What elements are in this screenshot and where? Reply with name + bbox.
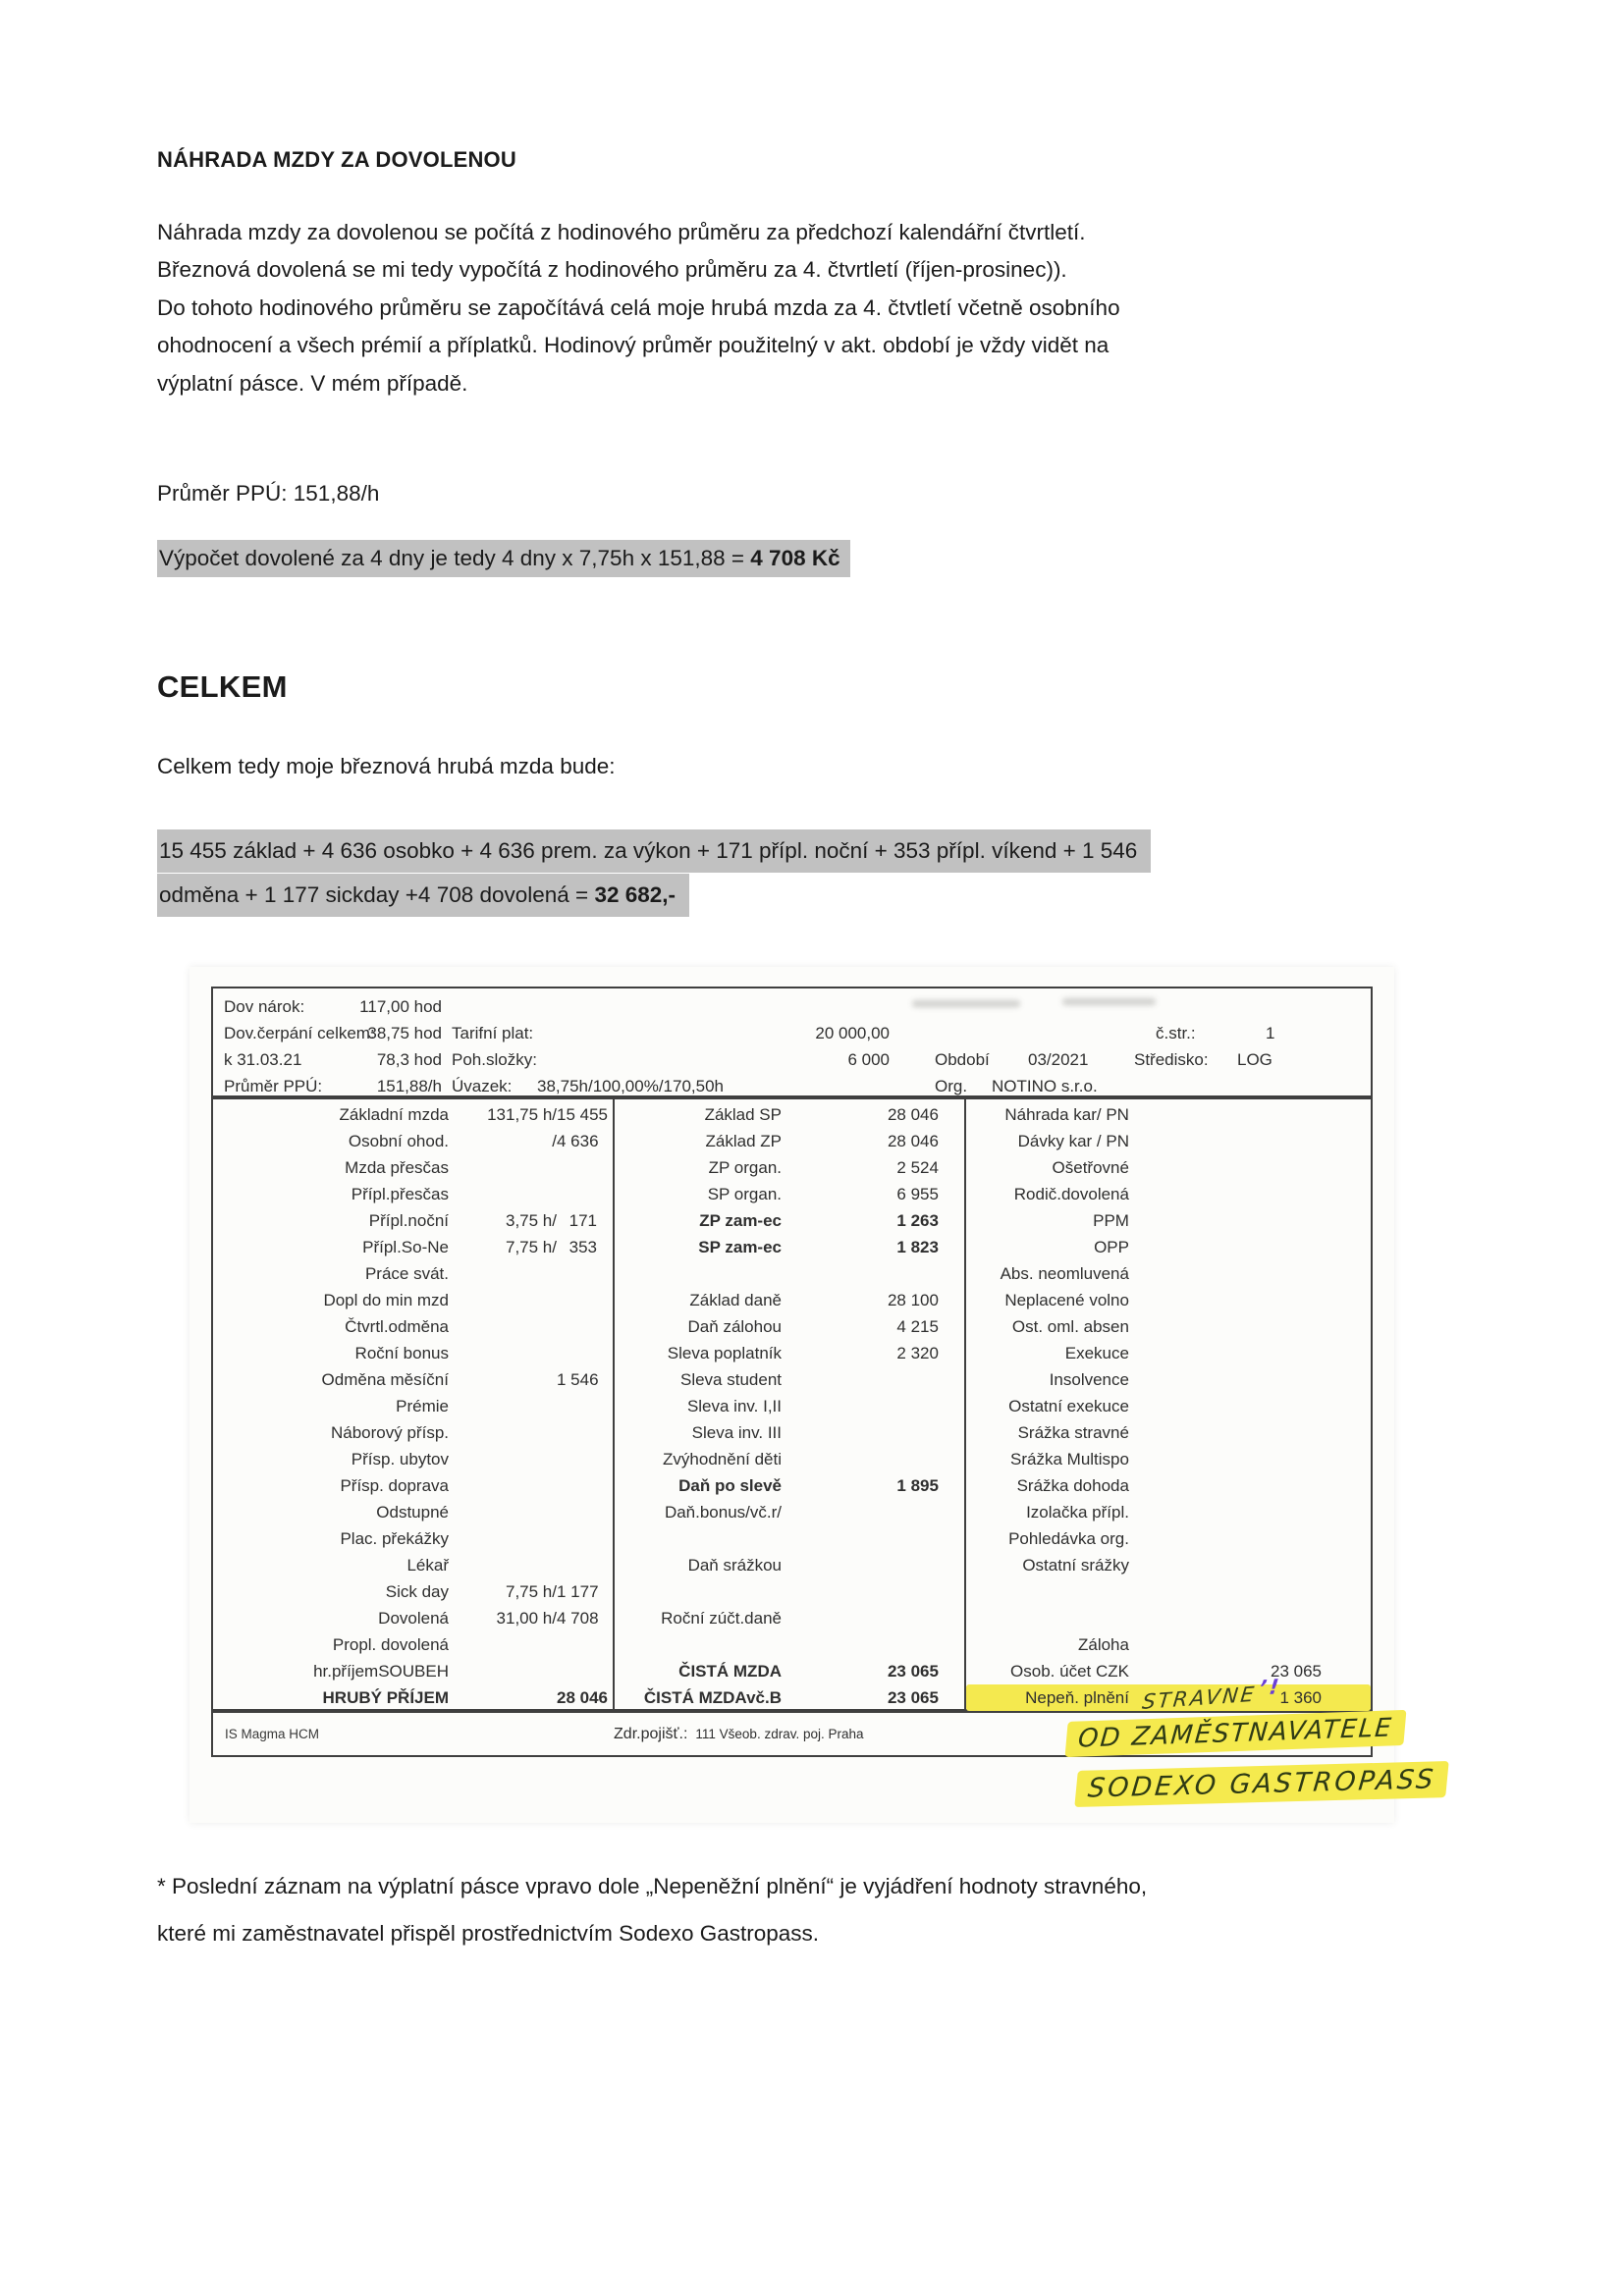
payslip-item-amount: 1 546: [557, 1370, 599, 1389]
footnote-paragraph: [157, 1863, 1147, 1957]
payslip-item-label: Pohledávka org.: [1008, 1529, 1129, 1548]
payslip-item-amount: 1 360: [1279, 1688, 1322, 1707]
payslip-item-label: Srážka stravné: [1017, 1423, 1129, 1442]
payslip-row: [966, 1578, 1371, 1605]
payslip-item-label: Osob. účet CZK: [1010, 1662, 1129, 1681]
payslip-item-label: Abs. neomluvená: [1000, 1264, 1129, 1283]
page-number-value: 1: [1266, 1024, 1275, 1042]
total-calc-line1: 15 455 základ + 4 636 osobko + 4 636 prem. za výkon + 171 přípl. noční + 353 přípl. víkend + 1 546: [157, 829, 1151, 873]
payslip-item-label: OPP: [1094, 1238, 1129, 1256]
payslip-item-label: Přípl.So-Ne: [362, 1238, 449, 1256]
payslip-header-row: [213, 1046, 1371, 1073]
payslip-item-amount: 23 065: [887, 1662, 939, 1681]
payslip-row: [966, 1446, 1371, 1472]
intro-line: výplatní pásce. V mém případě.: [157, 370, 468, 396]
payslip-item-hours: 31,00 h/: [496, 1609, 557, 1628]
payslip-item-label: ZP organ.: [708, 1158, 782, 1177]
payslip-item-label: Sleva student: [679, 1370, 782, 1389]
payslip-item-label: Záloha: [1077, 1635, 1129, 1654]
payslip-item-label: Roční zúčt.daně: [661, 1609, 782, 1628]
tarifni-plat-label: Tarifní plat:: [452, 1024, 534, 1042]
payslip-row: [615, 1578, 964, 1605]
payslip-item-label: Sleva inv. III: [691, 1423, 782, 1442]
payslip-item-label: Izolačka přípl.: [1026, 1503, 1129, 1522]
payslip-row: [966, 1393, 1371, 1419]
payslip-row: [213, 1101, 613, 1128]
payslip-item-label: Ostatní exekuce: [1008, 1397, 1129, 1415]
payslip-row: [615, 1207, 964, 1234]
payslip-column-deductions: [964, 1099, 1371, 1714]
payslip-row: [213, 1525, 613, 1552]
org-value: NOTINO s.r.o.: [992, 1077, 1098, 1095]
section-intro: Celkem tedy moje březnová hrubá mzda bude:: [157, 754, 616, 778]
payslip-row: [213, 1287, 613, 1313]
payslip-item-hours: 131,75 h/: [487, 1105, 557, 1124]
payslip-item-label: ZP zam-ec: [699, 1211, 782, 1230]
payslip-row: [615, 1340, 964, 1366]
k-date-label: k 31.03.21: [224, 1050, 302, 1069]
payslip-column-taxes: [613, 1099, 964, 1709]
payslip-item-amount: 2 524: [896, 1158, 939, 1177]
payslip-row: [213, 1631, 613, 1658]
k-date-value: 78,3 hod: [376, 1050, 442, 1069]
payslip-item-label: ČISTÁ MZDA: [678, 1662, 782, 1681]
intro-line: Náhrada mzdy za dovolenou se počítá z hodinového průměru za předchozí kalendářní čtvrtletí.: [157, 220, 1086, 244]
payslip-item-amount: 15 455: [557, 1105, 608, 1124]
payslip-item-label: Neplacené volno: [1004, 1291, 1129, 1309]
payslip-item-label: PPM: [1093, 1211, 1129, 1230]
payslip-item-label: Daň.bonus/vč.r/: [664, 1503, 782, 1522]
payslip-item-label: Sleva inv. I,II: [686, 1397, 782, 1415]
payslip-header-box: [211, 987, 1373, 1097]
payslip-item-hours: 7,75 h/: [506, 1582, 557, 1601]
payslip-item-amount: 1 823: [896, 1238, 939, 1256]
payslip-item-label: Odstupné: [376, 1503, 449, 1522]
payslip-row: [615, 1499, 964, 1525]
payslip-row: [966, 1472, 1371, 1499]
total-calc-result: 32 682,-: [594, 882, 677, 907]
payslip-item-label: Sick day: [385, 1582, 449, 1601]
payslip-item-label: Základní mzda: [339, 1105, 449, 1124]
footnote-line: které mi zaměstnavatel přispěl prostřednictvím Sodexo Gastropass.: [157, 1921, 820, 1946]
stredisko-value: LOG: [1237, 1050, 1272, 1069]
payslip-row: [615, 1181, 964, 1207]
payslip-item-amount: 1 263: [896, 1211, 939, 1230]
payslip-row: [966, 1631, 1371, 1658]
payslip-row: [213, 1684, 613, 1711]
payslip-item-label: Přísp. ubytov: [351, 1450, 449, 1468]
payslip-item-label: Dávky kar / PN: [1017, 1132, 1129, 1150]
payslip-item-label: Propl. dovolená: [332, 1635, 449, 1654]
payslip-item-label: Osobní ohod.: [348, 1132, 449, 1150]
payslip-item-label: Rodič.dovolená: [1013, 1185, 1129, 1203]
payslip-row: [213, 1419, 613, 1446]
payslip-item-hours: 3,75 h/: [506, 1211, 557, 1230]
handwritten-note-sodexo: SODEXO GASTROPASS: [1074, 1761, 1449, 1807]
holiday-calc-highlight: [157, 546, 850, 571]
payslip-row: [966, 1419, 1371, 1446]
payslip-row: [213, 1578, 613, 1605]
payslip-item-label: Srážka Multispo: [1010, 1450, 1129, 1468]
payslip-item-label: Odměna měsíční: [321, 1370, 449, 1389]
payslip-item-label: Dopl do min mzd: [323, 1291, 449, 1309]
payslip-item-label: Sleva poplatník: [667, 1344, 782, 1362]
payslip-item-label: Daň srážkou: [687, 1556, 782, 1575]
payslip-row: [966, 1525, 1371, 1552]
payslip-item-label: Základ SP: [704, 1105, 782, 1124]
payslip-row: [966, 1207, 1371, 1234]
footnote-line: * Poslední záznam na výplatní pásce vpravo dole „Nepeněžní plnění“ je vyjádření hodnoty stravného,: [157, 1874, 1148, 1898]
prumer-ppu-label: Průměr PPÚ:: [224, 1077, 323, 1095]
payslip-row: [615, 1658, 964, 1684]
obdobi-label: Období: [935, 1050, 990, 1069]
handwriting-note: STRAVNE’!: [1141, 1675, 1283, 1714]
payslip-item-label: Ostatní srážky: [1022, 1556, 1129, 1575]
payslip-row: [213, 1552, 613, 1578]
payslip-row: [615, 1154, 964, 1181]
payslip-item-label: Lékař: [406, 1556, 449, 1575]
payslip-item-label: SP organ.: [707, 1185, 782, 1203]
payslip-scan: [189, 967, 1437, 1823]
payslip-item-label: Čtvrtl.odměna: [345, 1317, 449, 1336]
uvazek-value: 38,75h/100,00%/170,50h: [537, 1077, 725, 1095]
payslip-row: [213, 1393, 613, 1419]
payslip-item-label: Dovolená: [378, 1609, 449, 1628]
payslip-item-hours: /: [552, 1132, 557, 1150]
payslip-row: [213, 1472, 613, 1499]
payslip-row: [213, 1207, 613, 1234]
intro-line: ohodnocení a všech prémií a příplatků. Hodinový průměr použitelný v akt. období je vždy vidět na: [157, 333, 1110, 358]
payslip-item-label: Ošetřovné: [1052, 1158, 1129, 1177]
page-number-label: č.str.:: [1156, 1024, 1196, 1042]
total-calc-highlight: [157, 829, 1151, 917]
payslip-column-earnings: [213, 1099, 613, 1709]
holiday-calc-result: 4 708 Kč: [750, 546, 840, 570]
payslip-row: [213, 1658, 613, 1684]
uvazek-label: Úvazek:: [452, 1077, 513, 1095]
dov-cerpani-label: Dov.čerpání celkem:: [224, 1024, 375, 1042]
payslip-item-label: Náborový přísp.: [331, 1423, 449, 1442]
total-calc-line2-text: odměna + 1 177 sickday +4 708 dovolená =: [159, 882, 595, 907]
payslip-item-label: Přísp. doprava: [340, 1476, 449, 1495]
payslip-row: [615, 1631, 964, 1658]
payslip-row: [966, 1128, 1371, 1154]
payslip-item-amount: 4 636: [557, 1132, 599, 1150]
tarifni-plat-value: 20 000,00: [815, 1024, 890, 1042]
payslip-row: [213, 1313, 613, 1340]
payslip-row: [213, 1260, 613, 1287]
payslip-item-label: Insolvence: [1049, 1370, 1129, 1389]
org-label: Org.: [935, 1077, 968, 1095]
payslip-row: [615, 1260, 964, 1287]
redaction-smudge: [912, 1000, 1020, 1007]
payslip-row: [966, 1552, 1371, 1578]
payslip-item-label: Nepeň. plnění: [1025, 1688, 1129, 1707]
redaction-smudge: [1062, 998, 1156, 1005]
payslip-item-label: Přípl.noční: [368, 1211, 449, 1230]
payslip-row: [966, 1287, 1371, 1313]
payslip-item-amount: 23 065: [1271, 1662, 1322, 1681]
payslip-table: [211, 1097, 1373, 1714]
payslip-item-amount: 28 046: [887, 1105, 939, 1124]
payslip-row: [615, 1393, 964, 1419]
payslip-item-amount: 171: [568, 1211, 597, 1230]
payslip-row: [213, 1605, 613, 1631]
payslip-row: [615, 1472, 964, 1499]
payslip-row: [966, 1260, 1371, 1287]
average-ppu-line: Průměr PPÚ: 151,88/h: [157, 481, 380, 506]
payslip-item-amount: 353: [568, 1238, 597, 1256]
insurance-label: Zdr.pojišť.:: [614, 1725, 688, 1742]
payslip-row: [615, 1128, 964, 1154]
payslip-row: [615, 1525, 964, 1552]
payslip-row: [213, 1128, 613, 1154]
holiday-calc-text: Výpočet dovolené za 4 dny je tedy 4 dny x 7,75h x 151,88 =: [159, 546, 751, 570]
payslip-row: [966, 1499, 1371, 1525]
payslip-item-label: SP zam-ec: [698, 1238, 782, 1256]
payslip-item-label: Roční bonus: [354, 1344, 449, 1362]
intro-paragraph: [157, 214, 1120, 402]
payslip-item-label: Základ ZP: [705, 1132, 782, 1150]
dov-cerpani-value: 38,75 hod: [367, 1024, 442, 1042]
payslip-row: [213, 1234, 613, 1260]
payslip-system-name: IS Magma HCM: [225, 1727, 320, 1741]
payslip-item-amount: 23 065: [887, 1688, 939, 1707]
payslip-row: [966, 1340, 1371, 1366]
payslip-item-label: ČISTÁ MZDAvč.B: [643, 1688, 782, 1707]
intro-line: Do tohoto hodinového průměru se započítává celá moje hrubá mzda za 4. čtvtletí včetně osobního: [157, 294, 1120, 320]
payslip-item-label: Základ daně: [689, 1291, 782, 1309]
payslip-row: [213, 1340, 613, 1366]
payslip-row: [213, 1366, 613, 1393]
payslip-row: [213, 1181, 613, 1207]
dov-narok-label: Dov nárok:: [224, 997, 305, 1016]
payslip-row: [966, 1181, 1371, 1207]
payslip-item-label: Náhrada kar/ PN: [1004, 1105, 1129, 1124]
handwritten-note-employer: OD ZAMĚSTNAVATELE: [1065, 1710, 1407, 1757]
payslip-row: [966, 1234, 1371, 1260]
section-heading: CELKEM: [157, 669, 288, 704]
payslip-row: [966, 1101, 1371, 1128]
payslip-row: [615, 1446, 964, 1472]
insurance-value: 111 Všeob. zdrav. poj. Praha: [695, 1727, 864, 1741]
payslip-item-amount: 28 046: [887, 1132, 939, 1150]
prumer-ppu-value: 151,88/h: [376, 1077, 442, 1095]
payslip-item-label: Přípl.přesčas: [351, 1185, 449, 1203]
poh-slozky-label: Poh.složky:: [452, 1050, 537, 1069]
payslip-item-amount: 1 895: [896, 1476, 939, 1495]
payslip-row: [615, 1366, 964, 1393]
total-calc-line2: [157, 874, 689, 917]
payslip-item-label: HRUBÝ PŘÍJEM: [322, 1688, 449, 1707]
payslip-header-row: [213, 993, 1371, 1020]
payslip-row: [213, 1446, 613, 1472]
payslip-item-label: Prémie: [396, 1397, 449, 1415]
obdobi-value: 03/2021: [1028, 1050, 1089, 1069]
payslip-item-amount: 6 955: [896, 1185, 939, 1203]
payslip-row: [615, 1552, 964, 1578]
payslip-item-amount: 2 320: [896, 1344, 939, 1362]
payslip-row: [213, 1499, 613, 1525]
payslip-item-hours: 7,75 h/: [506, 1238, 557, 1256]
payslip-row: [615, 1234, 964, 1260]
poh-slozky-value: 6 000: [847, 1050, 890, 1069]
payslip-row: [966, 1605, 1371, 1631]
payslip-row: [966, 1658, 1371, 1684]
payslip-row: [615, 1684, 964, 1711]
payslip-row: [966, 1366, 1371, 1393]
payslip-row: [615, 1419, 964, 1446]
intro-line: Březnová dovolená se mi tedy vypočítá z hodinového průměru za 4. čtvrtletí (říjen-prosinec)).: [157, 257, 1067, 283]
payslip-item-label: Exekuce: [1064, 1344, 1129, 1362]
payslip-row: [966, 1154, 1371, 1181]
payslip-row: [615, 1287, 964, 1313]
payslip-item-label: Mzda přesčas: [345, 1158, 449, 1177]
handwriting-mark: ’!: [1257, 1675, 1283, 1700]
payslip-item-label: Plac. překážky: [340, 1529, 449, 1548]
dov-narok-value: 117,00 hod: [359, 997, 442, 1016]
payslip-header-row: [213, 1073, 1371, 1099]
payslip-row: [615, 1605, 964, 1631]
payslip-item-label: Srážka dohoda: [1016, 1476, 1129, 1495]
document-title: NÁHRADA MZDY ZA DOVOLENOU: [157, 147, 516, 172]
payslip-row: [615, 1101, 964, 1128]
payslip-item-label: hr.příjemSOUBEH: [313, 1662, 449, 1681]
payslip-item-label: Daň zálohou: [687, 1317, 782, 1336]
payslip-row: [966, 1313, 1371, 1340]
payslip-row: [966, 1675, 1371, 1714]
payslip-item-amount: 28 046: [557, 1688, 608, 1707]
payslip-item-label: Práce svát.: [364, 1264, 449, 1283]
payslip-row: [615, 1313, 964, 1340]
payslip-item-amount: 4 215: [896, 1317, 939, 1336]
payslip-item-amount: 1 177: [557, 1582, 599, 1601]
payslip-item-amount: 4 708: [557, 1609, 599, 1628]
payslip-header-row: [213, 1020, 1371, 1046]
payslip-item-amount: 28 100: [887, 1291, 939, 1309]
payslip-item-label: Zvýhodnění děti: [663, 1450, 782, 1468]
payslip-item-label: Ost. oml. absen: [1011, 1317, 1129, 1336]
payslip-item-label: Daň po slevě: [678, 1476, 782, 1495]
payslip-row: [213, 1154, 613, 1181]
stredisko-label: Středisko:: [1134, 1050, 1209, 1069]
